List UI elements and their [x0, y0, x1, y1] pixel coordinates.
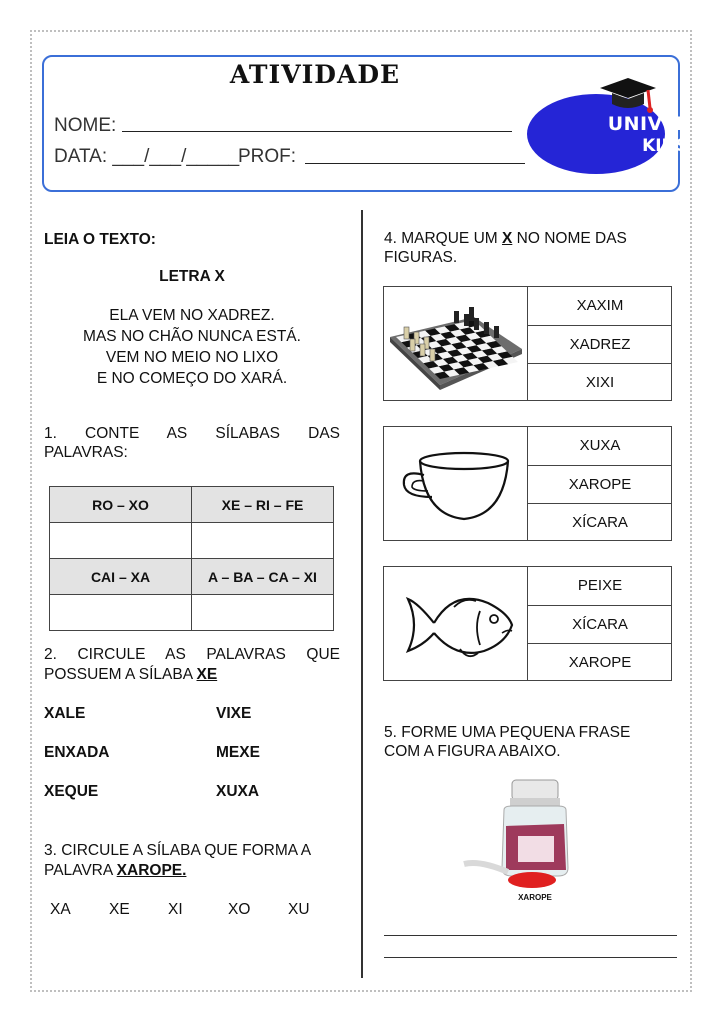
cup-icon: [384, 427, 528, 542]
option-xadrez[interactable]: XADREZ: [528, 325, 672, 363]
q3-line2: [44, 862, 186, 880]
option-xaxim[interactable]: XAXIM: [576, 297, 624, 314]
q2-syllable: XE: [196, 666, 218, 683]
answer-line[interactable]: [384, 957, 677, 958]
option-xixi[interactable]: XIXI: [528, 363, 672, 401]
word-item[interactable]: XEQUE: [44, 783, 99, 800]
q2-line2: [44, 666, 217, 684]
teacher-label: PROF:: [238, 146, 297, 167]
answer-cell[interactable]: [192, 523, 334, 559]
cup-picture: [384, 427, 528, 540]
q4-suffix: NO NOME DAS: [512, 230, 627, 247]
word-item[interactable]: VIXE: [216, 705, 252, 722]
poem: [44, 305, 340, 389]
teacher-field[interactable]: [305, 163, 525, 164]
column-divider: [361, 210, 363, 978]
figure-group-fish: [383, 566, 672, 681]
syllable-option[interactable]: XA: [50, 901, 71, 918]
syllable-option[interactable]: XU: [288, 901, 310, 918]
q3-line1: 3. CIRCULE A SÍLABA QUE FORMA A: [44, 842, 312, 859]
chessboard-icon: [384, 287, 528, 402]
syllable-cell: A – BA – CA – XI: [192, 559, 334, 595]
poem-line: E NO COMEÇO DO XARÁ.: [96, 370, 288, 387]
q4-line1: [384, 230, 627, 248]
word-item[interactable]: MEXE: [216, 744, 260, 761]
answer-cell[interactable]: [50, 523, 192, 559]
syllable-cell: CAI – XA: [50, 559, 192, 595]
syllable-cell: XE – RI – FE: [192, 487, 334, 523]
name-field[interactable]: [122, 131, 512, 132]
page-title: ATIVIDADE: [229, 60, 401, 89]
q2-prefix: POSSUEM A SÍLABA: [44, 666, 197, 683]
q4-letter: X: [501, 230, 513, 247]
name-label: NOME:: [54, 115, 117, 136]
answer-cell[interactable]: [50, 595, 192, 631]
logo-text-2: KIDS: [642, 136, 688, 156]
figure-group-cup: [383, 426, 672, 541]
option-xicara[interactable]: XÍCARA: [528, 605, 672, 643]
q1-line2: PALAVRAS:: [44, 444, 128, 461]
option-xicara[interactable]: XÍCARA: [528, 503, 672, 541]
figure-group-chess: [383, 286, 672, 401]
word-item[interactable]: ENXADA: [44, 744, 110, 761]
syrup-caption: XAROPE: [518, 893, 552, 902]
answer-cell[interactable]: [192, 595, 334, 631]
poem-title: LETRA X: [159, 268, 225, 285]
q5-line1: 5. FORME UMA PEQUENA FRASE: [384, 724, 631, 741]
poem-line: ELA VEM NO XADREZ.: [109, 307, 275, 324]
syllable-table: [49, 486, 334, 631]
read-heading: LEIA O TEXTO:: [44, 231, 156, 248]
date-label[interactable]: DATA: ___/___/_____: [54, 146, 240, 167]
graduation-cap-icon: [596, 70, 660, 118]
word-item[interactable]: XUXA: [216, 783, 260, 800]
q3-prefix: PALAVRA: [44, 862, 117, 879]
chessboard-picture: [384, 287, 528, 400]
q5-line2: COM A FIGURA ABAIXO.: [384, 743, 561, 760]
q3-word: XAROPE.: [116, 862, 187, 879]
logo-text-1: UNIVERSO: [607, 113, 723, 135]
fish-picture: [384, 567, 528, 680]
option-peixe[interactable]: PEIXE: [577, 577, 623, 594]
word-item[interactable]: XALE: [44, 705, 86, 722]
q4-line2: FIGURAS.: [384, 249, 458, 266]
syllable-option[interactable]: XO: [228, 901, 251, 918]
poem-line: VEM NO MEIO NO LIXO: [105, 349, 279, 366]
option-xuxa[interactable]: XUXA: [579, 437, 621, 454]
syllable-cell: RO – XO: [50, 487, 192, 523]
fish-icon: [384, 567, 528, 682]
q4-prefix: 4. MARQUE UM: [384, 230, 502, 247]
answer-line[interactable]: [384, 935, 677, 936]
syrup-bottle-icon: [460, 776, 610, 906]
syllable-option[interactable]: XE: [109, 901, 130, 918]
syllable-option[interactable]: XI: [168, 901, 183, 918]
option-xarope[interactable]: XAROPE: [528, 465, 672, 503]
poem-line: MAS NO CHÃO NUNCA ESTÁ.: [83, 328, 301, 345]
q2-line1: 2. CIRCULE AS PALAVRAS QUE: [44, 646, 340, 663]
q1-line1: 1. CONTE AS SÍLABAS DAS: [44, 425, 340, 442]
option-xarope[interactable]: XAROPE: [528, 643, 672, 681]
